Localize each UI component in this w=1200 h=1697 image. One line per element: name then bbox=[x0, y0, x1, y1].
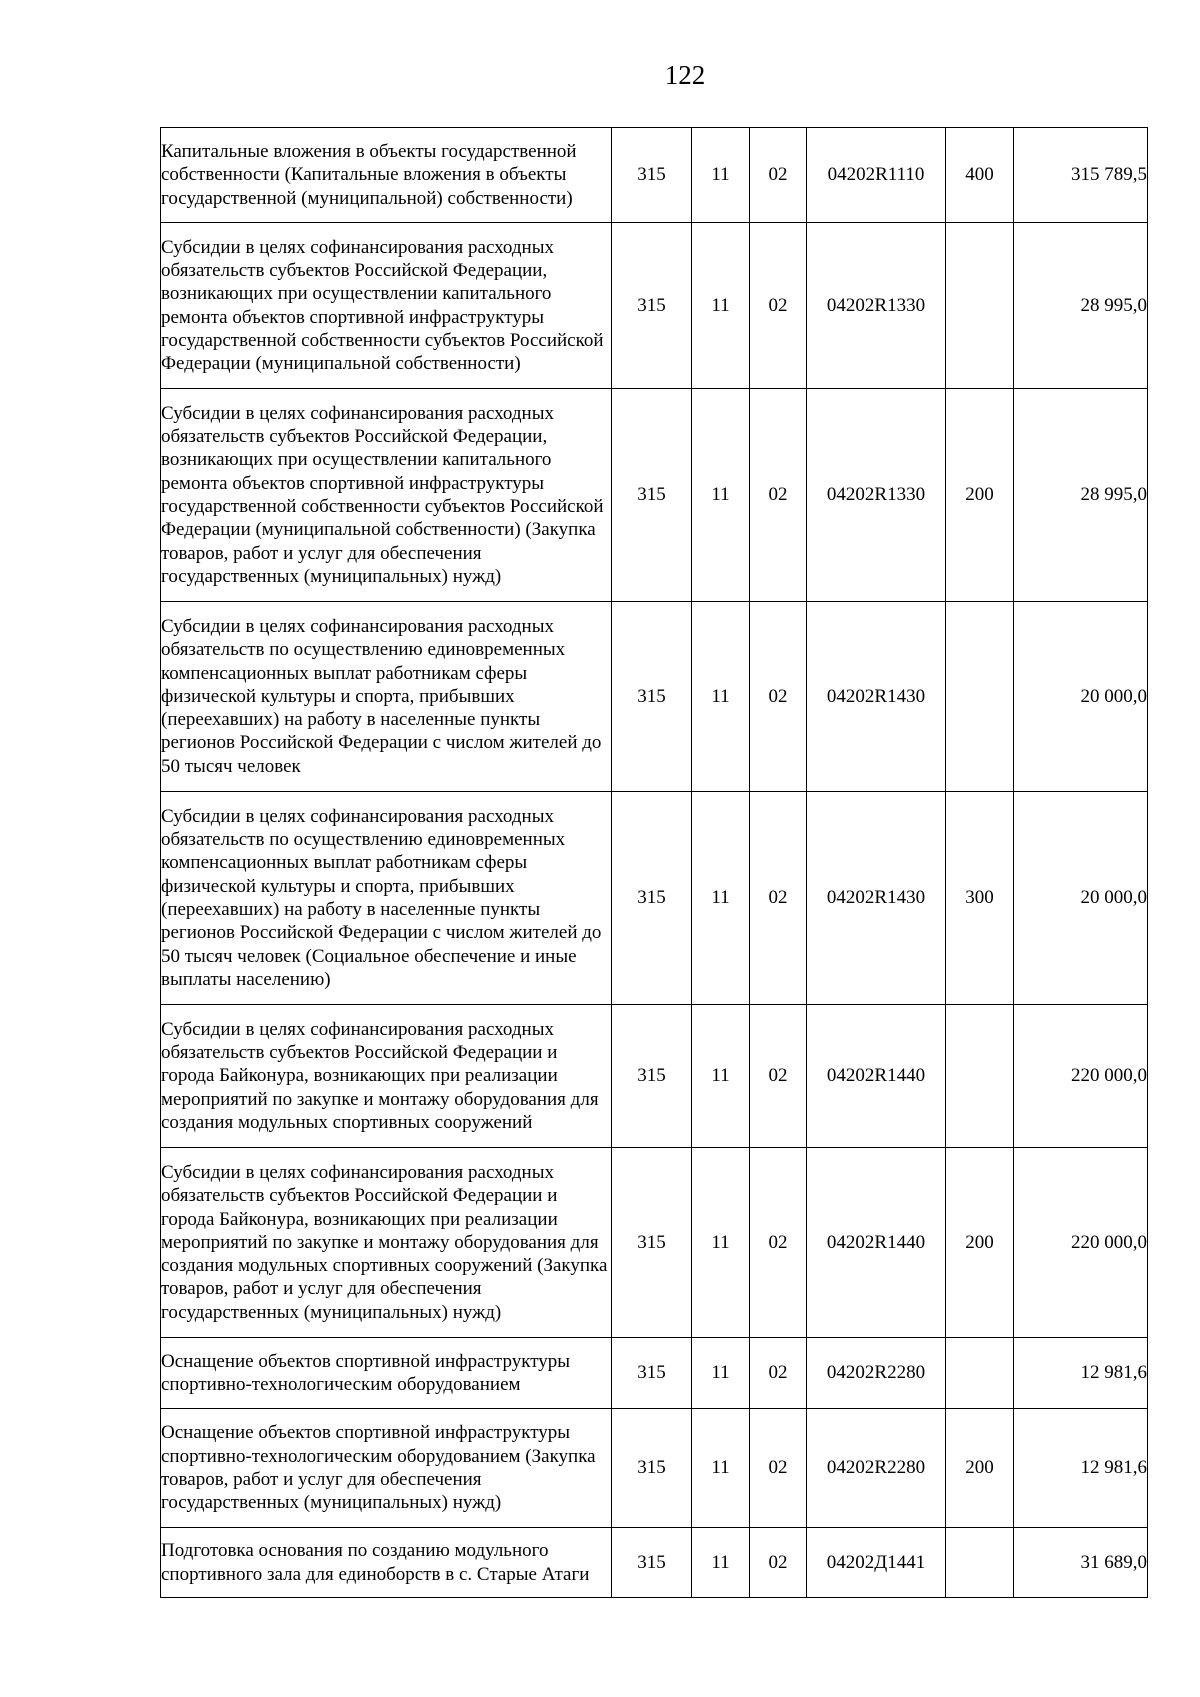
ministry-code-cell: 315 bbox=[612, 792, 692, 1005]
item-name-cell: Субсидии в целях софинансирования расходных обязательств субъектов Российской Федерации и города Байконура, возникающих при реализации мероприятий по закупке и монтажу оборудования для создания модульных спортивных сооружений bbox=[161, 1005, 612, 1148]
amount-cell: 315 789,5 bbox=[1014, 128, 1148, 223]
ministry-code-cell: 315 bbox=[612, 1409, 692, 1528]
table-row bbox=[161, 1528, 1148, 1598]
table-row bbox=[161, 602, 1148, 792]
amount-cell: 220 000,0 bbox=[1014, 1148, 1148, 1338]
expense-type-cell: 200 bbox=[946, 389, 1014, 602]
ministry-code-cell: 315 bbox=[612, 128, 692, 223]
item-name-cell: Подготовка основания по созданию модульного спортивного зала для единоборств в с. Старые Атаги bbox=[161, 1528, 612, 1598]
subsection-code-cell: 02 bbox=[750, 1148, 807, 1338]
subsection-code-cell: 02 bbox=[750, 128, 807, 223]
section-code-cell: 11 bbox=[692, 1409, 750, 1528]
item-name-cell: Оснащение объектов спортивной инфраструктуры спортивно-технологическим оборудованием (Закупка товаров, работ и услуг для обеспечения государственных (муниципальных) нужд) bbox=[161, 1409, 612, 1528]
item-name-cell: Субсидии в целях софинансирования расходных обязательств по осуществлению единовременных компенсационных выплат работникам сферы физической культуры и спорта, прибывших (переехавших) на работу в населенные пункты регионов Российской Федерации с числом жителей до 50 тысяч человек (Социальное обеспечение и иные выплаты населению) bbox=[161, 792, 612, 1005]
expense-type-cell: 200 bbox=[946, 1148, 1014, 1338]
item-name-cell: Субсидии в целях софинансирования расходных обязательств субъектов Российской Федерации и города Байконура, возникающих при реализации мероприятий по закупке и монтажу оборудования для создания модульных спортивных сооружений (Закупка товаров, работ и услуг для обеспечения государственных (муниципальных) нужд) bbox=[161, 1148, 612, 1338]
item-name-cell: Субсидии в целях софинансирования расходных обязательств субъектов Российской Федерации, возникающих при осуществлении капитального ремонта объектов спортивной инфраструктуры государственной собственности субъектов Российской Федерации (муниципальной собственности) bbox=[161, 223, 612, 389]
amount-cell: 12 981,6 bbox=[1014, 1338, 1148, 1409]
expense-type-cell bbox=[946, 1528, 1014, 1598]
item-name-cell: Капитальные вложения в объекты государственной собственности (Капитальные вложения в объекты государственной (муниципальной) собственности) bbox=[161, 128, 612, 223]
subsection-code-cell: 02 bbox=[750, 602, 807, 792]
expense-type-cell bbox=[946, 1005, 1014, 1148]
expense-type-cell bbox=[946, 223, 1014, 389]
item-name-cell: Оснащение объектов спортивной инфраструктуры спортивно-технологическим оборудованием bbox=[161, 1338, 612, 1409]
target-article-cell: 04202R1430 bbox=[807, 792, 946, 1005]
section-code-cell: 11 bbox=[692, 792, 750, 1005]
ministry-code-cell: 315 bbox=[612, 602, 692, 792]
target-article-cell: 04202R1440 bbox=[807, 1005, 946, 1148]
section-code-cell: 11 bbox=[692, 223, 750, 389]
target-article-cell: 04202R1440 bbox=[807, 1148, 946, 1338]
amount-cell: 220 000,0 bbox=[1014, 1005, 1148, 1148]
expense-type-cell: 200 bbox=[946, 1409, 1014, 1528]
section-code-cell: 11 bbox=[692, 1528, 750, 1598]
expense-type-cell: 300 bbox=[946, 792, 1014, 1005]
amount-cell: 31 689,0 bbox=[1014, 1528, 1148, 1598]
ministry-code-cell: 315 bbox=[612, 1005, 692, 1148]
section-code-cell: 11 bbox=[692, 128, 750, 223]
target-article-cell: 04202R1330 bbox=[807, 389, 946, 602]
table-row bbox=[161, 1409, 1148, 1528]
amount-cell: 20 000,0 bbox=[1014, 602, 1148, 792]
amount-cell: 20 000,0 bbox=[1014, 792, 1148, 1005]
section-code-cell: 11 bbox=[692, 1338, 750, 1409]
ministry-code-cell: 315 bbox=[612, 1148, 692, 1338]
subsection-code-cell: 02 bbox=[750, 389, 807, 602]
ministry-code-cell: 315 bbox=[612, 1338, 692, 1409]
amount-cell: 12 981,6 bbox=[1014, 1409, 1148, 1528]
table-row bbox=[161, 1338, 1148, 1409]
target-article-cell: 04202R2280 bbox=[807, 1409, 946, 1528]
target-article-cell: 04202R1110 bbox=[807, 128, 946, 223]
subsection-code-cell: 02 bbox=[750, 1338, 807, 1409]
item-name-cell: Субсидии в целях софинансирования расходных обязательств субъектов Российской Федерации, возникающих при осуществлении капитального ремонта объектов спортивной инфраструктуры государственной собственности субъектов Российской Федерации (муниципальной собственности) (Закупка товаров, работ и услуг для обеспечения государственных (муниципальных) нужд) bbox=[161, 389, 612, 602]
table-row bbox=[161, 1148, 1148, 1338]
amount-cell: 28 995,0 bbox=[1014, 389, 1148, 602]
target-article-cell: 04202R1330 bbox=[807, 223, 946, 389]
table-row bbox=[161, 792, 1148, 1005]
amount-cell: 28 995,0 bbox=[1014, 223, 1148, 389]
ministry-code-cell: 315 bbox=[612, 389, 692, 602]
table-row bbox=[161, 1005, 1148, 1148]
expense-type-cell: 400 bbox=[946, 128, 1014, 223]
ministry-code-cell: 315 bbox=[612, 1528, 692, 1598]
table-row bbox=[161, 223, 1148, 389]
budget-table bbox=[160, 127, 1148, 1598]
table-row bbox=[161, 389, 1148, 602]
target-article-cell: 04202Д1441 bbox=[807, 1528, 946, 1598]
subsection-code-cell: 02 bbox=[750, 1409, 807, 1528]
subsection-code-cell: 02 bbox=[750, 223, 807, 389]
target-article-cell: 04202R2280 bbox=[807, 1338, 946, 1409]
subsection-code-cell: 02 bbox=[750, 1005, 807, 1148]
table-row bbox=[161, 128, 1148, 223]
subsection-code-cell: 02 bbox=[750, 1528, 807, 1598]
section-code-cell: 11 bbox=[692, 1005, 750, 1148]
item-name-cell: Субсидии в целях софинансирования расходных обязательств по осуществлению единовременных компенсационных выплат работникам сферы физической культуры и спорта, прибывших (переехавших) на работу в населенные пункты регионов Российской Федерации с числом жителей до 50 тысяч человек bbox=[161, 602, 612, 792]
subsection-code-cell: 02 bbox=[750, 792, 807, 1005]
ministry-code-cell: 315 bbox=[612, 223, 692, 389]
section-code-cell: 11 bbox=[692, 1148, 750, 1338]
target-article-cell: 04202R1430 bbox=[807, 602, 946, 792]
expense-type-cell bbox=[946, 602, 1014, 792]
page-number: 122 bbox=[664, 60, 706, 90]
section-code-cell: 11 bbox=[692, 389, 750, 602]
expense-type-cell bbox=[946, 1338, 1014, 1409]
section-code-cell: 11 bbox=[692, 602, 750, 792]
